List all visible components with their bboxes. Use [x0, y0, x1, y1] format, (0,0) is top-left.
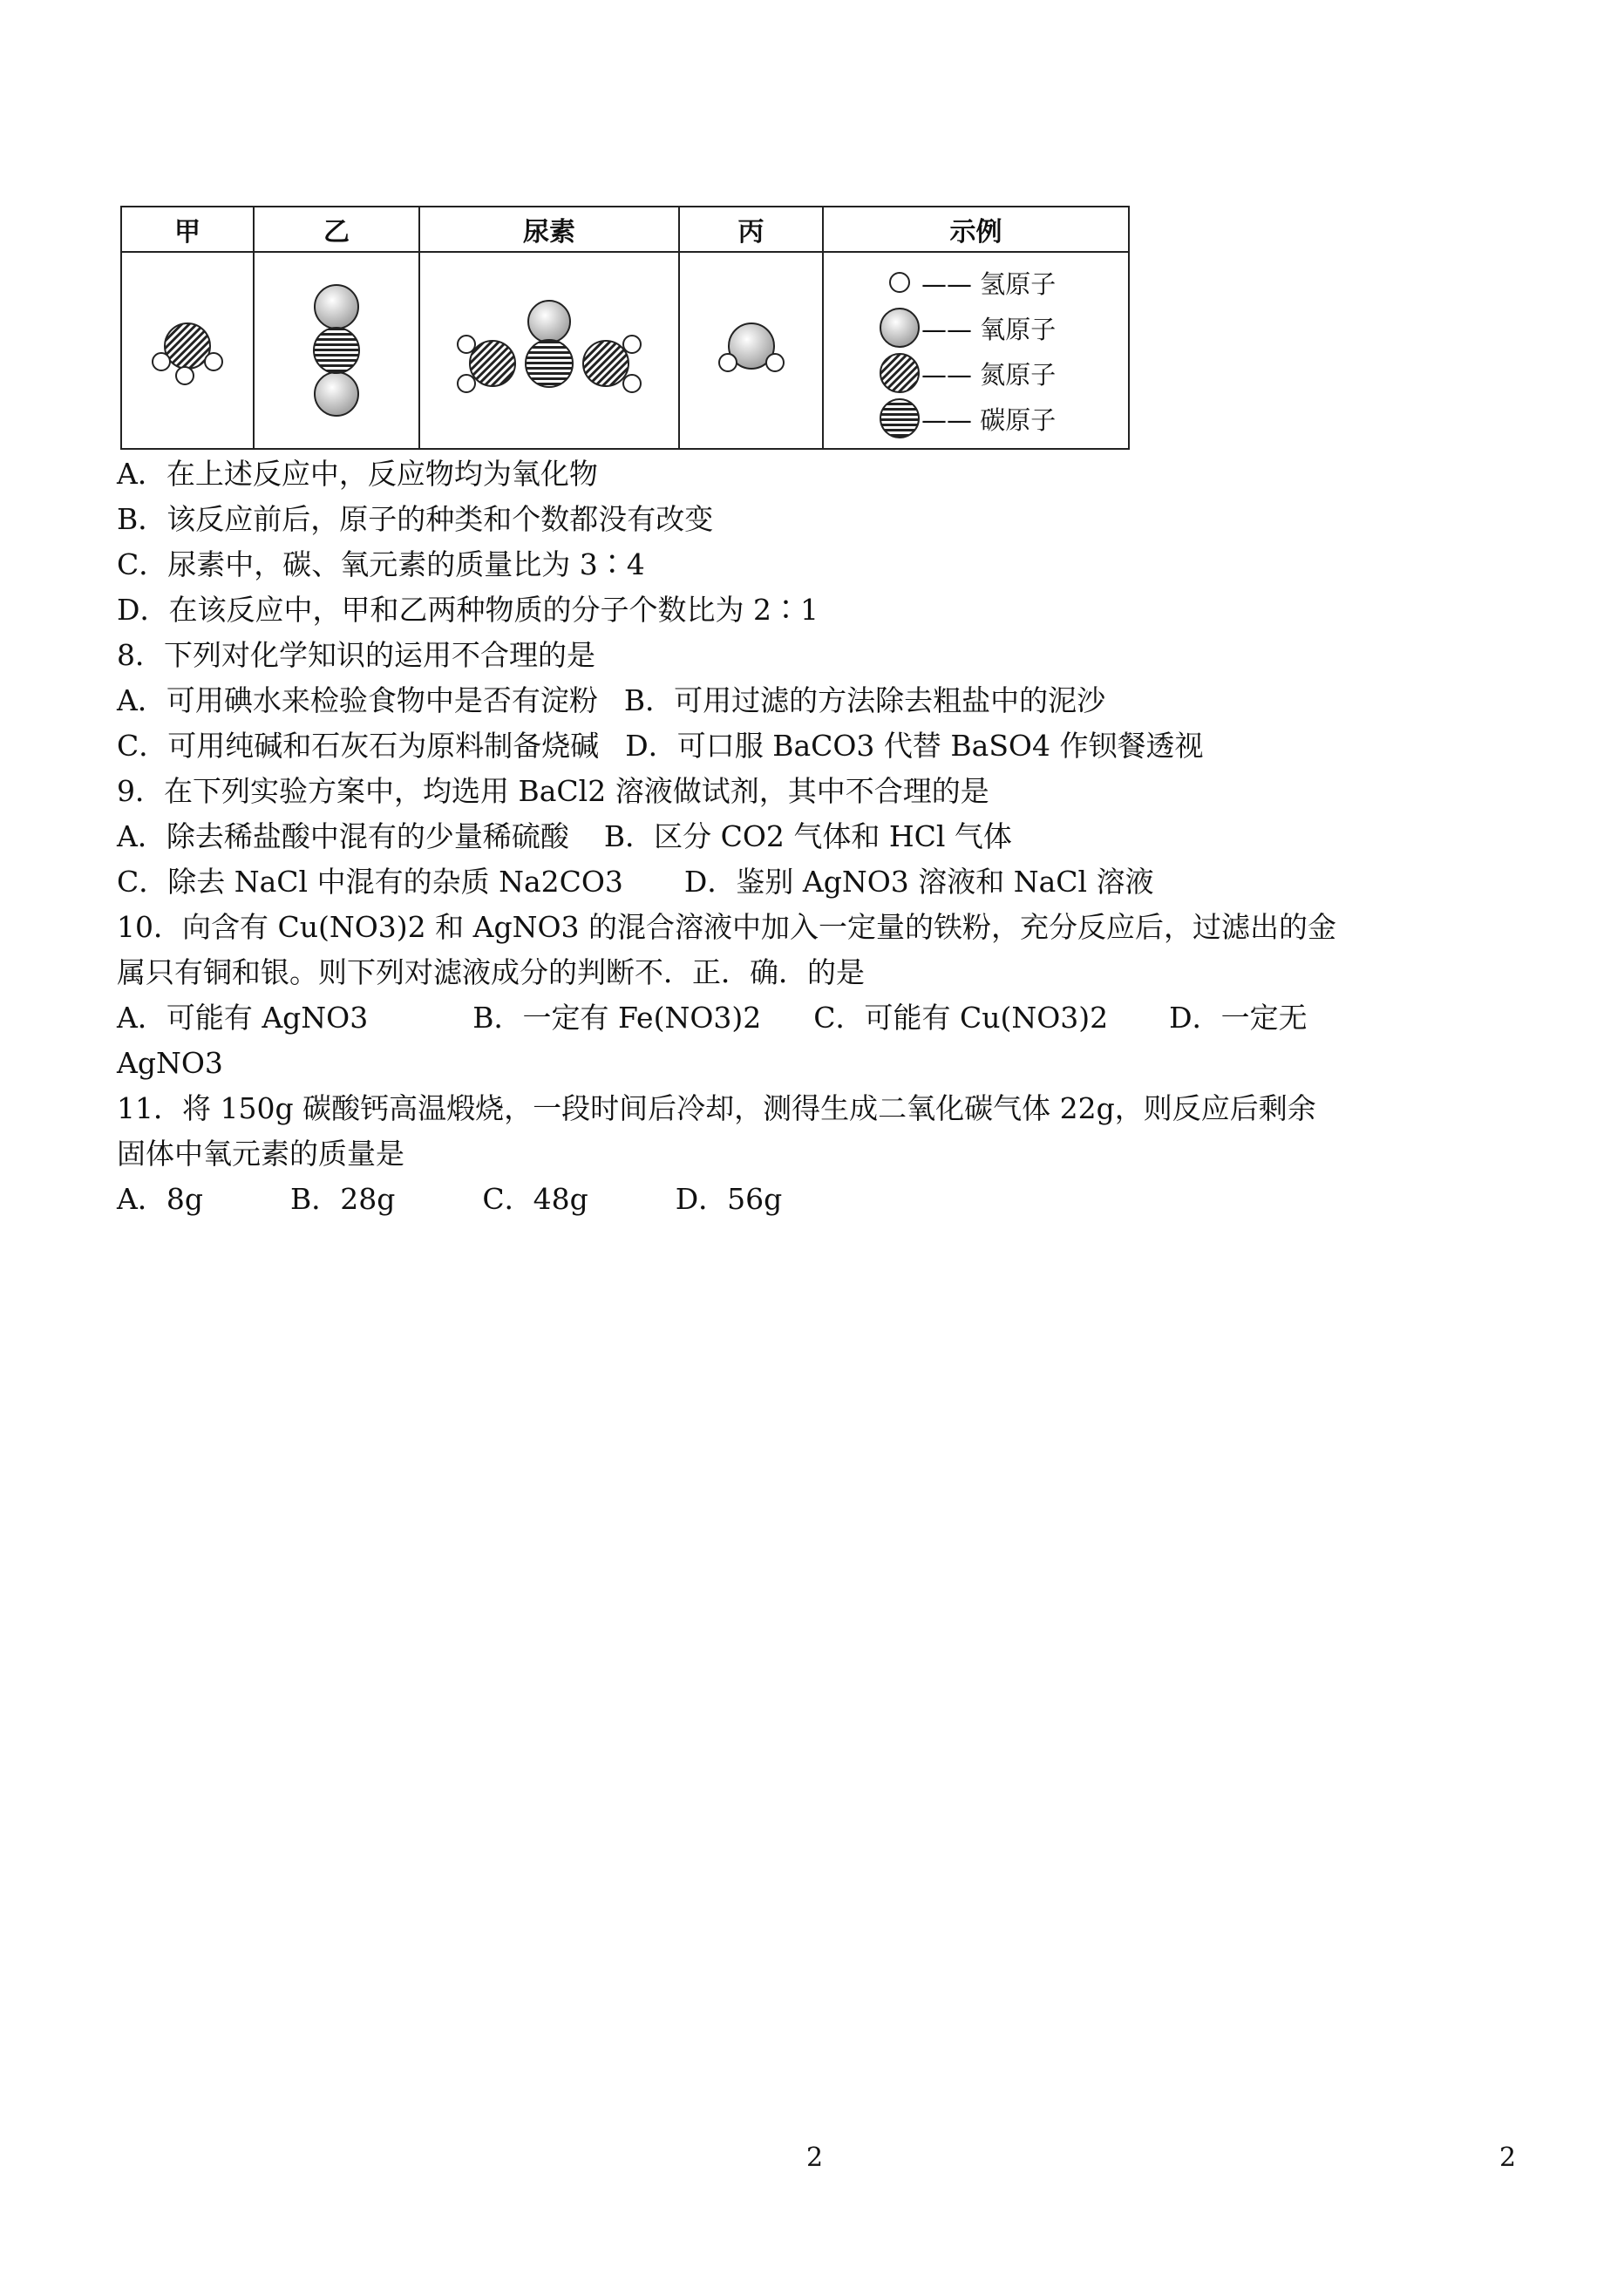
- legend-cell: [823, 252, 1129, 449]
- q10-stem-line2: 属只有铜和银。则下列对滤液成分的判断不．正．确．的是: [117, 955, 865, 989]
- q11-stem-line1: 11．将 150g 碳酸钙高温煅烧，一段时间后冷却，测得生成二氧化碳气体 22g，则反应后剩余: [117, 1091, 1316, 1125]
- q8-options-row2: [117, 723, 1529, 769]
- header-bing: 丙: [679, 207, 823, 252]
- legend-nitrogen-label: —— 氮原子: [921, 359, 1057, 390]
- legend-oxygen: [878, 307, 1056, 349]
- molecule-yi-cell: [254, 252, 419, 449]
- legend-carbon-label: —— 碳原子: [921, 404, 1057, 435]
- q7-option-d: D．在该反应中，甲和乙两种物质的分子个数比为 2∶1: [117, 593, 819, 627]
- q8-option-c: C．可用纯碱和石灰石为原料制备烧碱: [117, 729, 600, 763]
- q9-option-b: B．区分 CO2 气体和 HCl 气体: [603, 819, 1012, 853]
- ammonia-molecule-icon: [135, 302, 240, 398]
- q7-option-a: A．在上述反应中，反应物均为氧化物: [117, 457, 598, 491]
- header-jia: 甲: [121, 207, 254, 252]
- q9-options-row1: [117, 814, 1529, 859]
- q7-option-b: B．该反应前后，原子的种类和个数都没有改变: [117, 502, 714, 536]
- molecule-bing-cell: [679, 252, 823, 449]
- co2-molecule-icon: [297, 281, 376, 420]
- header-yi: 乙: [254, 207, 419, 252]
- oxygen-atom-icon: [878, 307, 921, 349]
- molecule-jia-cell: [121, 252, 254, 449]
- q7-option-c: C．尿素中，碳、氧元素的质量比为 3∶4: [117, 547, 645, 581]
- legend-hydrogen: [878, 261, 1056, 303]
- q10-option-d: D．一定无: [1169, 1001, 1308, 1035]
- q11-option-d: D．56g: [675, 1182, 783, 1216]
- question-text: [117, 452, 1529, 1222]
- q10-option-c: C．可能有 Cu(NO3)2: [813, 1001, 1109, 1035]
- legend-nitrogen: [878, 352, 1056, 394]
- q11-options-row: [117, 1177, 1529, 1222]
- q9-option-a: A．除去稀盐酸中混有的少量稀硫酸: [117, 819, 569, 853]
- q10-options-row: [117, 995, 1529, 1041]
- q9-options-row2: [117, 859, 1529, 905]
- water-molecule-icon: [703, 307, 799, 394]
- q8-option-d: D．可口服 BaCO3 代替 BaSO4 作钡餐透视: [625, 729, 1204, 763]
- q11-option-a: A．8g: [117, 1182, 203, 1216]
- q11-option-c: C．48g: [482, 1182, 588, 1216]
- header-legend: 示例: [823, 207, 1129, 252]
- molecule-table: [120, 206, 1130, 450]
- page-number-center: 2: [806, 2142, 824, 2173]
- q9-option-d: D．鉴别 AgNO3 溶液和 NaCl 溶液: [683, 865, 1154, 899]
- molecule-urea-cell: [419, 252, 679, 449]
- q8-stem: 8．下列对化学知识的运用不合理的是: [117, 638, 595, 672]
- q10-option-a: A．可能有 AgNO3: [117, 1001, 369, 1035]
- page-number-right: 2: [1499, 2142, 1517, 2173]
- q11-stem-line2: 固体中氧元素的质量是: [117, 1137, 404, 1171]
- q9-option-c: C．除去 NaCl 中混有的杂质 Na2CO3: [117, 865, 623, 899]
- q10-option-b: B．一定有 Fe(NO3)2: [472, 1001, 762, 1035]
- q10-stem-line1: 10．向含有 Cu(NO3)2 和 AgNO3 的混合溶液中加入一定量的铁粉，充分反应后，过滤出的金: [117, 910, 1337, 944]
- molecule-figure: [120, 206, 1128, 450]
- q9-stem: 9．在下列实验方案中，均选用 BaCl2 溶液做试剂，其中不合理的是: [117, 774, 989, 808]
- urea-molecule-icon: [449, 294, 649, 407]
- q8-options-row1: [117, 678, 1529, 723]
- header-urea: 尿素: [419, 207, 679, 252]
- q11-option-b: B．28g: [289, 1182, 396, 1216]
- legend-hydrogen-label: —— 氢原子: [921, 268, 1057, 299]
- legend-oxygen-label: —— 氧原子: [921, 314, 1057, 344]
- legend-carbon: [878, 397, 1056, 439]
- hydrogen-atom-icon: [878, 261, 921, 303]
- carbon-atom-icon: [878, 397, 921, 439]
- q10-option-d-cont: AgNO3: [117, 1046, 223, 1080]
- q8-option-b: B．可用过滤的方法除去粗盐中的泥沙: [623, 683, 1106, 717]
- q8-option-a: A．可用碘水来检验食物中是否有淀粉: [117, 683, 598, 717]
- nitrogen-atom-icon: [878, 352, 921, 394]
